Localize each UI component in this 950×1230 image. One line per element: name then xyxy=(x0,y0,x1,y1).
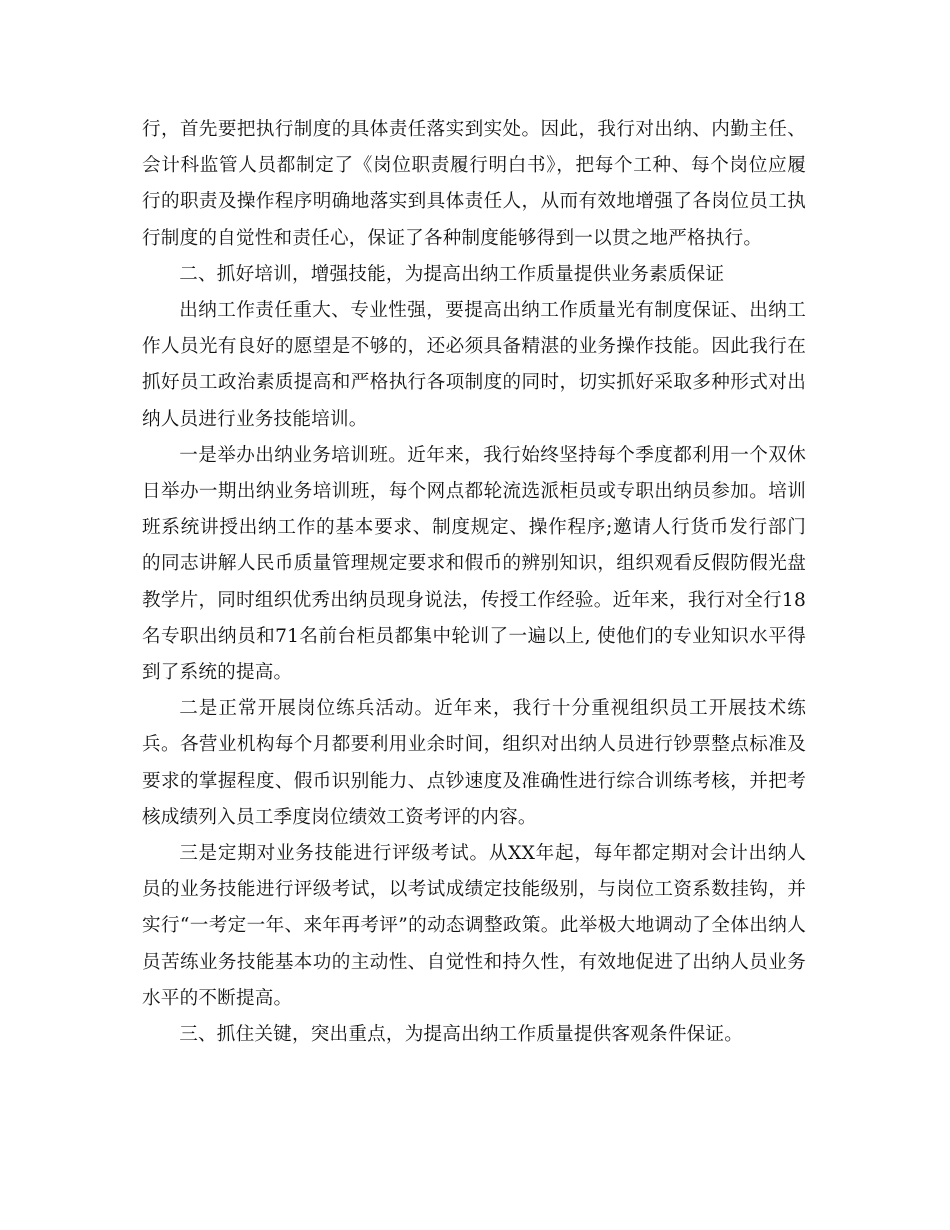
paragraph-training-class: 一是举办出纳业务培训班。近年来，我行始终坚持每个季度都利用一个双休日举办一期出纳业务培训班，每个网点都轮流选派柜员或专职出纳员参加。培训班系统讲授出纳工作的基本要求、制度规定、操作程序;邀请人行货币发行部门的同志讲解人民币质量管理规定要求和假币的辨别知识，组织观看反假防假光盘教学片，同时组织优秀出纳员现身说法，传授工作经验。近年来，我行对全行18名专职出纳员和71名前台柜员都集中轮训了一遍以上, 使他们的专业知识水平得到了系统的提高。 xyxy=(142,444,806,684)
paragraph-skill-practice: 二是正常开展岗位练兵活动。近年来，我行十分重视组织员工开展技术练兵。各营业机构每个月都要利用业余时间，组织对出纳人员进行钞票整点标准及要求的掌握程度、假币识别能力、点钞速度及准确性进行综合训练考核，并把考核成绩列入员工季度岗位绩效工资考评的内容。 xyxy=(142,698,806,828)
paragraph-rating-exam: 三是定期对业务技能进行评级考试。从XX年起，每年都定期对会计出纳人员的业务技能进行评级考试，以考试成绩定技能级别，与岗位工资系数挂钩，并实行“一考定一年、来年再考评”的动态调整政策。此举极大地调动了全体出纳人员苦练业务技能基本功的主动性、自觉性和持久性，有效地促进了出纳人员业务水平的不断提高。 xyxy=(142,843,806,1009)
paragraph-training-intro: 出纳工作责任重大、专业性强，要提高出纳工作质量光有制度保证、出纳工作人员光有良好的愿望是不够的，还必须具备精湛的业务操作技能。因此我行在抓好员工政治素质提高和严格执行各项制度的同时，切实抓好采取多种形式对出纳人员进行业务技能培训。 xyxy=(142,300,806,430)
document-body xyxy=(142,112,806,1053)
section-heading-training: 二、抓好培训，增强技能，为提高出纳工作质量提供业务素质保证 xyxy=(179,263,725,285)
paragraph-continuation: 行，首先要把执行制度的具体责任落实到实处。因此，我行对出纳、内勤主任、会计科监管人员都制定了《岗位职责履行明白书》，把每个工种、每个岗位应履行的职责及操作程序明确地落实到具体责任人，从而有效地增强了各岗位员工执行制度的自觉性和责任心，保证了各种制度能够得到一以贯之地严格执行。 xyxy=(142,119,806,249)
section-heading-key-points: 三、抓住关键，突出重点，为提高出纳工作质量提供客观条件保证。 xyxy=(179,1024,744,1046)
